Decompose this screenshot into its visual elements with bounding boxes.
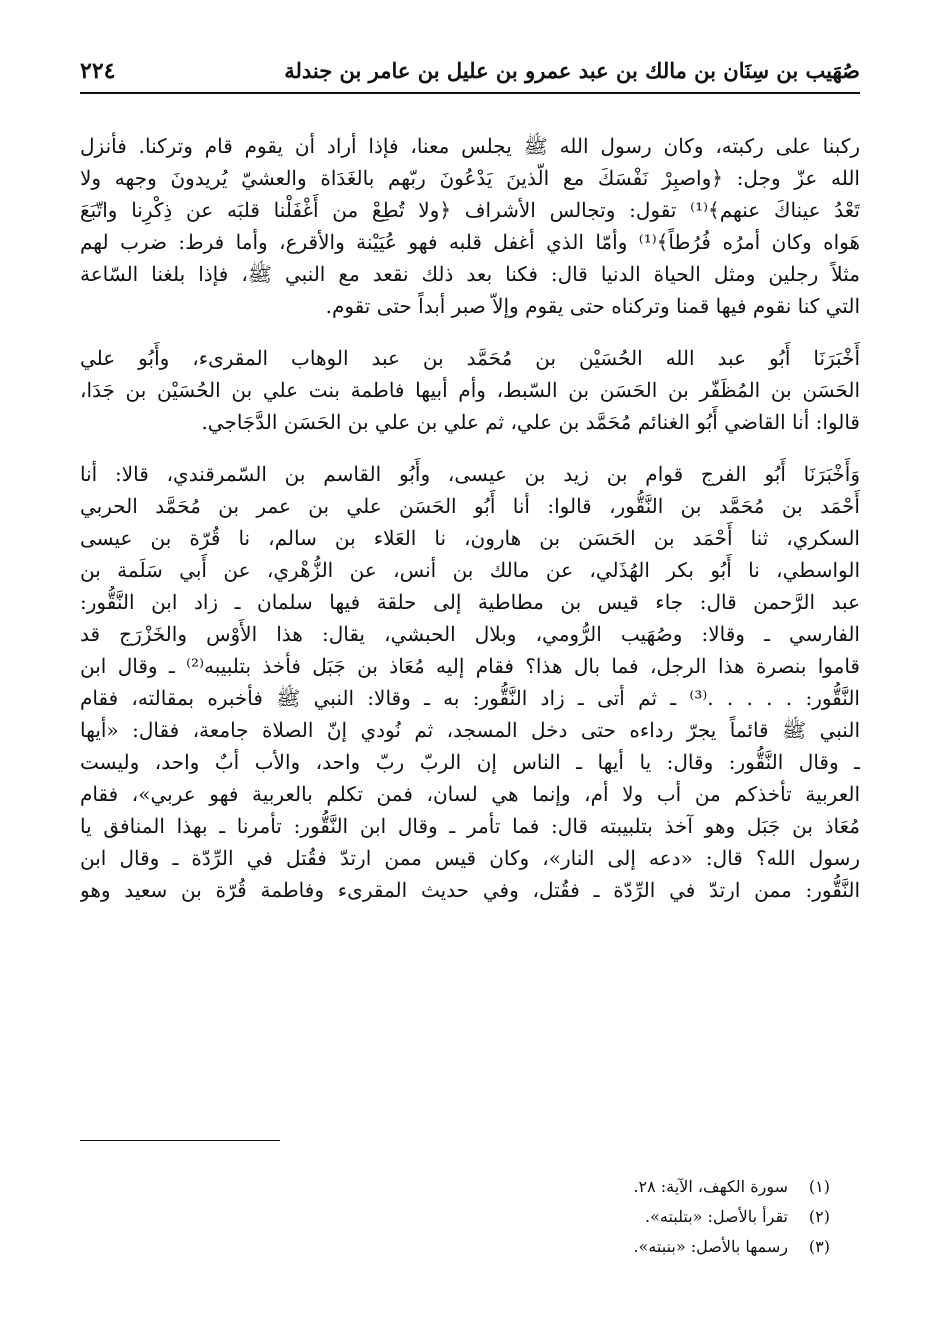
footnotes xyxy=(130,1172,830,1262)
text-line: قاموا بنصرة هذا الرجل، فما بال هذا؟ فقام إليه مُعَاذ بن جَبَل فأخذ بتلبيبه⁽²⁾ ـ وقال ابن xyxy=(80,654,860,678)
footnote-text: رسمها بالأصل: «بنبته». xyxy=(633,1237,788,1256)
text-line: الحَسَن بن المُظَفّر بن الحَسَن بن السّبط، وأم أبيها فاطمة بنت علي بن الحُسَيْن بن جَدَا، xyxy=(80,378,860,402)
text-line: النَّقُّور: . . . . .⁽³⁾ ـ ثم أتى ـ زاد النَّقُّور: به ـ وقالا: النبي ﷺ فأخبره بمقالته، فقام xyxy=(80,686,860,710)
footnote xyxy=(130,1172,830,1202)
footnote-separator xyxy=(80,1140,280,1141)
text-line: أَخْبَرَنَا أَبُو عبد الله الحُسَيْن بن مُحَمَّد بن عبد الوهاب المقرىء، وأَبُو علي xyxy=(80,346,860,370)
main-text xyxy=(80,130,860,926)
text-line: رسول الله؟ قال: «دعه إلى النار»، وكان قيس ممن ارتدّ فقُتل في الرِّدّة ـ وقال ابن xyxy=(80,846,860,870)
paragraph-1 xyxy=(80,130,860,322)
page xyxy=(80,52,860,1302)
text-line: هَواه وكان أمرُه فُرُطاً﴾⁽¹⁾ وأمّا الذي أغفل قلبه فهو عُيَيْنة والأقرع، وأما فرط: ضرب لهم xyxy=(80,230,860,254)
text-line: تَعْدُ عيناكَ عنهم﴾⁽¹⁾ تقول: وتجالس الأشراف ﴿ولا تُطِعْ من أَغْفَلْنا قلبَه عن ذِكْرِنا واتّبَعَ xyxy=(80,198,860,222)
text-line: التي كنا نقوم فيها قمنا وتركناه حتى يقوم وإلاّ صبر أبداً حتى تقوم. xyxy=(325,294,860,318)
paragraph-2 xyxy=(80,342,860,438)
text-line: عبد الرَّحمن قال: جاء قيس بن مطاطية إلى حلقة فيها سلمان ـ زاد ابن النَّقُّور: xyxy=(80,590,860,614)
page-header xyxy=(80,52,860,92)
text-line: مثلاً رجلين ومثل الحياة الدنيا قال: فكنا بعد ذلك نقعد مع النبي ﷺ، فإذا بلغنا السّاعة xyxy=(80,262,860,286)
text-line: وَأَخْبَرَنَا أَبُو الفرج قوام بن زيد بن عيسى، وأَبُو القاسم بن السّمرقندي، قالا: أنا xyxy=(80,462,860,486)
footnote xyxy=(130,1232,830,1262)
text-line: أَحْمَد بن مُحَمَّد بن النَّقُّور، قالوا: أنا أَبُو الحَسَن علي بن عمر بن مُحَمَّد الحربي xyxy=(80,494,860,518)
footnote-number: (١) xyxy=(808,1177,830,1196)
running-title: صُهَيب بن سِنَان بن مالك بن عبد عمرو بن عليل بن عامر بن جندلة xyxy=(284,58,860,83)
paragraph-3 xyxy=(80,458,860,906)
footnote-text: تقرأ بالأصل: «بتلبته». xyxy=(644,1207,788,1226)
text-line: النَّقُّور: ممن ارتدّ في الرِّدّة ـ فقُتل، وفي حديث المقرىء وفاطمة قُرّة بن سعيد وهو xyxy=(80,878,860,902)
footnote-number: (٣) xyxy=(808,1237,830,1256)
text-line: الله عزّ وجل: ﴿واصبِرْ نَفْسَكَ مع الّذينَ يَدْعُونَ ربّهم بالغَدَاة والعشيّ يُريدونَ وجهه ولا xyxy=(80,166,860,190)
footnote xyxy=(130,1202,830,1232)
footnote-number: (٢) xyxy=(808,1207,830,1226)
text-line: قالوا: أنا القاضي أَبُو الغنائم مُحَمَّد بن علي، ثم علي بن علي بن الحَسَن الدَّجَاجي. xyxy=(201,410,860,434)
text-line: العربية تأخذكم من أب ولا أم، وإنما هي لسان، فمن تكلم بالعربية فهو عربي»، فقام xyxy=(80,782,860,806)
text-line: السكري، ثنا أَحْمَد بن الحَسَن بن هارون، نا العَلاء بن سالم، نا قُرّة بن عيسى xyxy=(80,526,860,550)
text-line: النبي ﷺ قائماً يجرّ رداءه حتى دخل المسجد، ثم نُودي إنّ الصلاة جامعة، فقال: «أيها xyxy=(80,718,860,742)
text-line: ركبنا على ركبته، وكان رسول الله ﷺ يجلس معنا، فإذا أراد أن يقوم قام وتركنا. فأنزل xyxy=(80,134,860,158)
text-line: ـ وقال النَّقُّور: وقال: يا أيها ـ الناس إن الربّ ربّ واحد، والأب أبٌ واحد، وليست xyxy=(80,750,860,774)
text-line: الواسطي، نا أَبُو بكر الهُذَلي، عن مالك بن أنس، عن الزُّهْري، عن أَبي سَلَمة بن xyxy=(80,558,860,582)
header-rule xyxy=(80,92,860,94)
footnote-text: سورة الكهف، الآية: ٢٨. xyxy=(633,1177,788,1196)
page-number: ٢٢٤ xyxy=(80,58,116,84)
text-line: مُعَاذ بن جَبَل وهو آخذ بتلبيبته قال: فما تأمر ـ وقال ابن النَّقُّور: تأمرنا ـ بهذا المنافق يا xyxy=(80,814,860,838)
text-line: الفارسي ـ وقالا: وصُهَيب الرُّومي، وبلال الحبشي، يقال: هذا الأَوْس والخَزْرَج قد xyxy=(80,622,860,646)
